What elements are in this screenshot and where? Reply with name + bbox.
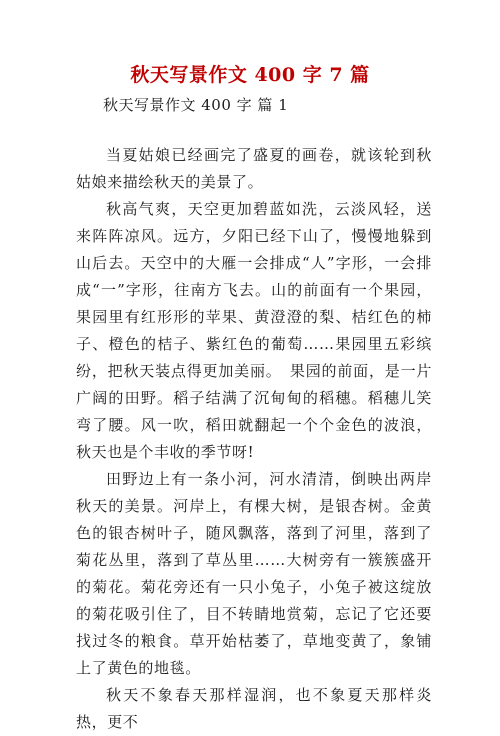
essay-body: [76, 142, 432, 736]
document-title: 秋天写景作文 400 字 7 篇: [130, 64, 370, 86]
essay-heading: 秋天写景作文 400 字 篇 1: [103, 96, 289, 114]
paragraph: 秋天不象春天那样湿润，也不象夏天那样炎热，更不: [76, 686, 432, 731]
paragraph: 当夏姑娘已经画完了盛夏的画卷，就该轮到秋姑娘来描绘秋天的美景了。: [76, 146, 432, 191]
paragraph: 田野边上有一条小河，河水清清，倒映出两岸秋天的美景。河岸上，有棵大树，是银杏树。金黄色的银杏树叶子，随风飘落，落到了河里，落到了菊花丛里，落到了草丛里……大树旁有一簇簇盛开的菊花。菊花旁还有一只小兔子，小兔子被这绽放的菊花吸引住了，目不转睛地赏菊，忘记了它还要找过冬的粮食。草开始枯萎了，草地变黄了，象铺上了黄色的地毯。: [76, 470, 432, 677]
paragraph: 秋高气爽，天空更加碧蓝如洗，云淡风轻，送来阵阵凉风。远方，夕阳已经下山了，慢慢地躲到山后去。天空中的大雁一会排成“人”字形，一会排成“一”字形，往南方飞去。山的前面有一个果园，果园里有红形形的苹果、黄澄澄的梨、桔红色的柿子、橙色的桔子、紫红色的葡萄……果园里五彩缤纷，把秋天装点得更加美丽。 果园的前面，是一片广阔的田野。稻子结满了沉甸甸的稻穗。稻穗儿笑弯了腰。风一吹，稻田就翻起一个个金色的波浪，秋天也是个丰收的季节呀!: [76, 200, 432, 461]
